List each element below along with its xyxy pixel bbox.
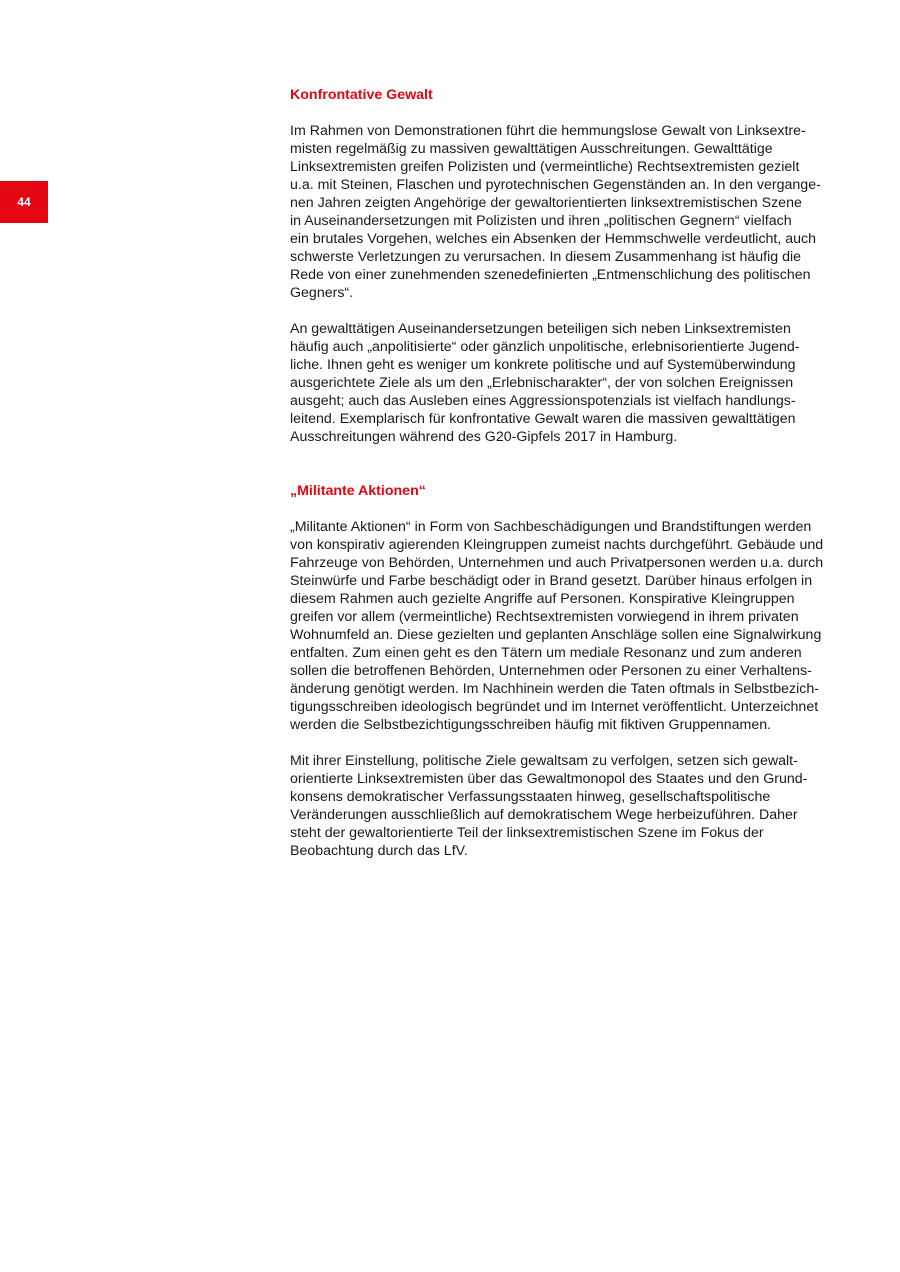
text-line: Rede von einer zunehmenden szenedefinierten „Entmenschlichung des politischen [290,267,811,283]
paragraph [290,122,838,302]
document-body [290,86,838,878]
text-line: konsens demokratischer Verfassungsstaaten hinweg, gesellschaftspolitische [290,789,771,805]
page-number-tab [0,181,48,223]
text-line: Ausschreitungen während des G20-Gipfels 2017 in Hamburg. [290,429,678,445]
text-line: orientierte Linksextremisten über das Gewaltmonopol des Staates und den Grund- [290,771,808,787]
paragraph [290,752,838,860]
text-line: „Militante Aktionen“ in Form von Sachbeschädigungen und Brandstiftungen werden [290,519,812,535]
text-line: ausgerichtete Ziele als um den „Erlebnischarakter“, der von solchen Ereignissen [290,375,794,391]
text-line: liche. Ihnen geht es weniger um konkrete politische und auf Systemüberwindung [290,357,796,373]
paragraph [290,320,838,446]
text-line: Veränderungen ausschließlich auf demokratischem Wege herbeizuführen. Daher [290,807,798,823]
text-line: entfalten. Zum einen geht es den Tätern um mediale Resonanz und zum anderen [290,645,802,661]
text-line: u.a. mit Steinen, Flaschen und pyrotechnischen Gegenständen an. In den vergange- [290,177,821,193]
text-line: werden die Selbstbezichtigungsschreiben häufig mit fiktiven Gruppennamen. [290,717,772,733]
text-line: ein brutales Vorgehen, welches ein Absenken der Hemmschwelle verdeutlicht, auch [290,231,817,247]
text-line: misten regelmäßig zu massiven gewalttätigen Ausschreitungen. Gewalttätige [290,141,773,157]
section-spacer [290,464,838,482]
text-line: greifen vor allem (vermeintliche) Rechtsextremisten vorwiegend in ihrem privaten [290,609,799,625]
text-line: Mit ihrer Einstellung, politische Ziele gewaltsam zu verfolgen, setzen sich gewalt- [290,753,798,769]
text-line: Gegners“. [290,285,354,301]
text-line: Fahrzeuge von Behörden, Unternehmen und auch Privatpersonen werden u.a. durch [290,555,824,571]
text-line: steht der gewaltorientierte Teil der linksextremistischen Szene im Fokus der [290,825,764,841]
text-line: häufig auch „anpolitisierte“ oder gänzlich unpolitische, erlebnisorientierte Jugend- [290,339,800,355]
section-heading-konfrontative-gewalt: Konfrontative Gewalt [290,87,433,103]
text-line: Linksextremisten greifen Polizisten und (vermeintliche) Rechtsextremisten gezielt [290,159,800,175]
text-line: nen Jahren zeigten Angehörige der gewaltorientierten linksextremistischen Szene [290,195,802,211]
text-line: Beobachtung durch das LfV. [290,843,468,859]
text-line: tigungsschreiben ideologisch begründet und im Internet veröffentlicht. Unterzeichnet [290,699,819,715]
text-line: Wohnumfeld an. Diese gezielten und geplanten Anschläge sollen eine Signalwirkung [290,627,822,643]
text-line: änderung genötigt werden. Im Nachhinein werden die Taten oftmals in Selbstbezich- [290,681,819,697]
page-number: 44 [17,195,31,209]
paragraph [290,518,838,734]
text-line: Im Rahmen von Demonstrationen führt die hemmungslose Gewalt von Linksextre- [290,123,806,139]
text-line: ausgeht; auch das Ausleben eines Aggressionspotenzials ist vielfach handlungs- [290,393,796,409]
text-line: leitend. Exemplarisch für konfrontative Gewalt waren die massiven gewalttätigen [290,411,796,427]
text-line: in Auseinandersetzungen mit Polizisten und ihren „politischen Gegnern“ vielfach [290,213,792,229]
text-line: Steinwürfe und Farbe beschädigt oder in Brand gesetzt. Darüber hinaus erfolgen in [290,573,813,589]
text-line: An gewalttätigen Auseinandersetzungen beteiligen sich neben Linksextremisten [290,321,791,337]
section-heading-militante-aktionen: „Militante Aktionen“ [290,483,426,499]
text-line: sollen die betroffenen Behörden, Unternehmen oder Personen zu einer Verhaltens- [290,663,812,679]
text-line: diesem Rahmen auch gezielte Angriffe auf Personen. Konspirative Kleingruppen [290,591,795,607]
text-line: von konspirativ agierenden Kleingruppen zumeist nachts durchgeführt. Gebäude und [290,537,824,553]
text-line: schwerste Verletzungen zu verursachen. In diesem Zusammenhang ist häufig die [290,249,802,265]
